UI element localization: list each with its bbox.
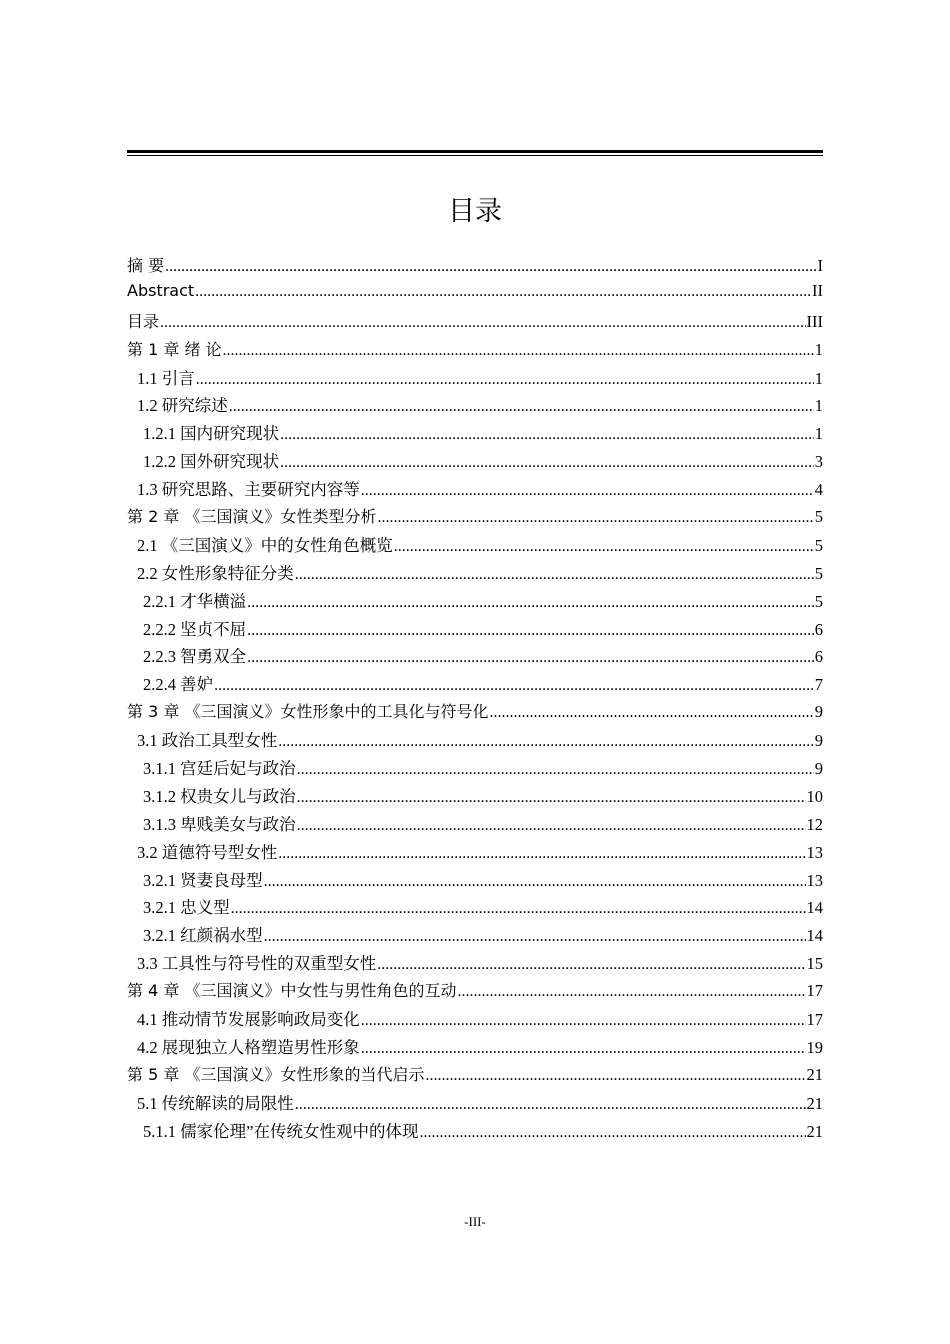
toc-entry-page: 19 [806, 1037, 823, 1057]
toc-entry-label: 3.1 政治工具型女性 [137, 731, 278, 751]
toc-entry-label: 第 2 章 《三国演义》女性类型分析 [127, 507, 377, 527]
toc-dot-leader [280, 426, 814, 444]
toc-entry-page: 13 [806, 842, 823, 862]
toc-entry-label: 3.2.1 忠义型 [143, 898, 230, 918]
toc-entry-page: 13 [806, 870, 823, 890]
toc-entry[interactable] [127, 560, 823, 588]
toc-entry[interactable] [127, 1090, 823, 1118]
toc-entry-page: 4 [814, 480, 823, 500]
toc-entry-label: 2.2.2 坚贞不屈 [143, 619, 247, 639]
toc-entry[interactable] [127, 392, 823, 420]
toc-dot-leader [297, 761, 814, 779]
page-number-footer: -III- [464, 1214, 486, 1229]
toc-dot-leader [297, 817, 806, 835]
toc-entry-page: 3 [814, 452, 823, 472]
toc-entry-page: 21 [806, 1093, 823, 1113]
toc-entry-page: 5 [814, 591, 823, 611]
toc-dot-leader [214, 677, 814, 695]
toc-entry-label: 5.1 传统解读的局限性 [137, 1093, 294, 1113]
toc-entry-page: 12 [806, 814, 823, 834]
toc-entry-page: 9 [814, 731, 823, 751]
toc-dot-leader [264, 928, 806, 946]
toc-entry-label: 第 4 章 《三国演义》中女性与男性角色的互动 [127, 981, 457, 1001]
toc-entry-label: 2.2.1 才华横溢 [143, 591, 247, 611]
toc-entry[interactable] [127, 950, 823, 978]
toc-entry-page: 5 [814, 535, 823, 555]
toc-entry-label: 3.3 工具性与符号性的双重型女性 [137, 954, 377, 974]
toc-entry[interactable] [127, 978, 823, 1006]
toc-entry-label: 第 1 章 绪 论 [127, 339, 222, 359]
toc-entry-page: 9 [814, 759, 823, 779]
toc-entry[interactable] [127, 839, 823, 867]
toc-entry[interactable] [127, 420, 823, 448]
toc-entry[interactable] [127, 365, 823, 393]
toc-dot-leader [377, 509, 813, 527]
toc-entry-label: 1.2.1 国内研究现状 [143, 424, 280, 444]
toc-dot-leader [278, 845, 805, 863]
toc-entry-label: Abstract [127, 280, 195, 300]
table-of-contents [127, 253, 823, 1146]
toc-entry[interactable] [127, 727, 823, 755]
toc-dot-leader [295, 1096, 806, 1114]
toc-entry-page: 1 [814, 339, 823, 359]
toc-dot-leader [264, 873, 806, 891]
toc-entry-label: 1.1 引言 [137, 368, 195, 388]
toc-entry[interactable] [127, 337, 823, 365]
page-title: 目录 [448, 196, 502, 227]
toc-dot-leader [457, 983, 805, 1001]
header-rule-thick [127, 150, 823, 153]
toc-entry[interactable] [127, 1062, 823, 1090]
toc-entry-label: 2.2.4 善妒 [143, 675, 214, 695]
toc-entry[interactable] [127, 922, 823, 950]
toc-dot-leader [247, 594, 814, 612]
toc-entry[interactable] [127, 1118, 823, 1146]
toc-entry[interactable] [127, 894, 823, 922]
toc-entry-label: 2.2.3 智勇双全 [143, 647, 247, 667]
toc-entry[interactable] [127, 671, 823, 699]
toc-entry-page: 17 [806, 1010, 823, 1030]
toc-entry-label: 2.2 女性形象特征分类 [137, 563, 294, 583]
toc-entry-page: 1 [814, 424, 823, 444]
toc-dot-leader [377, 956, 805, 974]
toc-entry[interactable] [127, 532, 823, 560]
toc-dot-leader [160, 314, 806, 332]
toc-entry-page: 9 [814, 702, 823, 722]
toc-entry[interactable] [127, 309, 823, 337]
toc-entry[interactable] [127, 504, 823, 532]
toc-entry-page: 15 [806, 954, 823, 974]
toc-entry-label: 5.1.1 儒家伦理”在传统女性观中的体现 [143, 1121, 419, 1141]
toc-dot-leader [196, 371, 814, 389]
toc-entry-page: 6 [814, 647, 823, 667]
toc-dot-leader [425, 1067, 805, 1085]
toc-entry-page: 5 [814, 507, 823, 527]
toc-entry-label: 3.2 道德符号型女性 [137, 842, 278, 862]
toc-entry-page: 1 [814, 368, 823, 388]
toc-entry-page: 14 [806, 926, 823, 946]
toc-dot-leader [165, 258, 816, 276]
toc-entry-label: 3.1.1 宫廷后妃与政治 [143, 759, 296, 779]
toc-dot-leader [419, 1124, 805, 1142]
toc-dot-leader [229, 398, 814, 416]
toc-dot-leader [297, 789, 806, 807]
toc-dot-leader [195, 283, 811, 301]
toc-entry[interactable] [127, 699, 823, 727]
toc-entry-label: 4.1 推动情节发展影响政局变化 [137, 1010, 360, 1030]
toc-entry-page: III [806, 311, 823, 331]
toc-entry-page: 6 [814, 619, 823, 639]
toc-entry-label: 1.2.2 国外研究现状 [143, 452, 280, 472]
toc-dot-leader [361, 1012, 806, 1030]
toc-entry-label: 摘 要 [127, 256, 165, 275]
toc-entry-label: 1.2 研究综述 [137, 396, 228, 416]
toc-entry[interactable] [127, 588, 823, 616]
toc-entry-page: 7 [814, 675, 823, 695]
toc-entry-label: 目录 [127, 311, 160, 331]
toc-entry-label: 3.2.1 贤妻良母型 [143, 870, 263, 890]
toc-entry[interactable] [127, 476, 823, 504]
toc-dot-leader [247, 649, 814, 667]
toc-entry[interactable] [127, 811, 823, 839]
header-rule-thin [127, 155, 823, 156]
toc-dot-leader [361, 482, 814, 500]
toc-entry-label: 4.2 展现独立人格塑造男性形象 [137, 1037, 360, 1057]
toc-entry[interactable] [127, 616, 823, 644]
toc-dot-leader [231, 900, 806, 918]
toc-entry[interactable] [127, 867, 823, 895]
toc-entry[interactable] [127, 281, 823, 309]
toc-entry-page: 17 [806, 981, 823, 1001]
toc-dot-leader [295, 566, 814, 584]
toc-entry-page: 21 [806, 1121, 823, 1141]
toc-entry[interactable] [127, 1006, 823, 1034]
toc-dot-leader [247, 622, 814, 640]
toc-entry-label: 第 5 章 《三国演义》女性形象的当代启示 [127, 1064, 425, 1084]
toc-entry-page: II [812, 280, 823, 300]
toc-entry[interactable] [127, 253, 823, 281]
toc-dot-leader [278, 733, 814, 751]
toc-dot-leader [361, 1040, 806, 1058]
toc-entry-page: I [817, 256, 823, 275]
toc-entry-label: 1.3 研究思路、主要研究内容等 [137, 480, 360, 500]
toc-entry-label: 2.1 《三国演义》中的女性角色概览 [137, 535, 393, 555]
toc-dot-leader [223, 342, 814, 360]
toc-entry[interactable] [127, 1034, 823, 1062]
toc-entry[interactable] [127, 448, 823, 476]
toc-dot-leader [394, 538, 814, 556]
toc-entry[interactable] [127, 755, 823, 783]
toc-entry-page: 21 [806, 1064, 823, 1084]
toc-entry-label: 3.2.1 红颜祸水型 [143, 926, 263, 946]
toc-entry[interactable] [127, 643, 823, 671]
toc-entry[interactable] [127, 783, 823, 811]
toc-entry-label: 3.1.2 权贵女儿与政治 [143, 786, 296, 806]
toc-entry-label: 3.1.3 卑贱美女与政治 [143, 814, 296, 834]
toc-entry-page: 14 [806, 898, 823, 918]
toc-dot-leader [489, 704, 813, 722]
toc-entry-page: 5 [814, 563, 823, 583]
toc-entry-label: 第 3 章 《三国演义》女性形象中的工具化与符号化 [127, 702, 489, 722]
toc-dot-leader [280, 454, 814, 472]
toc-entry-page: 1 [814, 396, 823, 416]
toc-entry-page: 10 [806, 786, 823, 806]
